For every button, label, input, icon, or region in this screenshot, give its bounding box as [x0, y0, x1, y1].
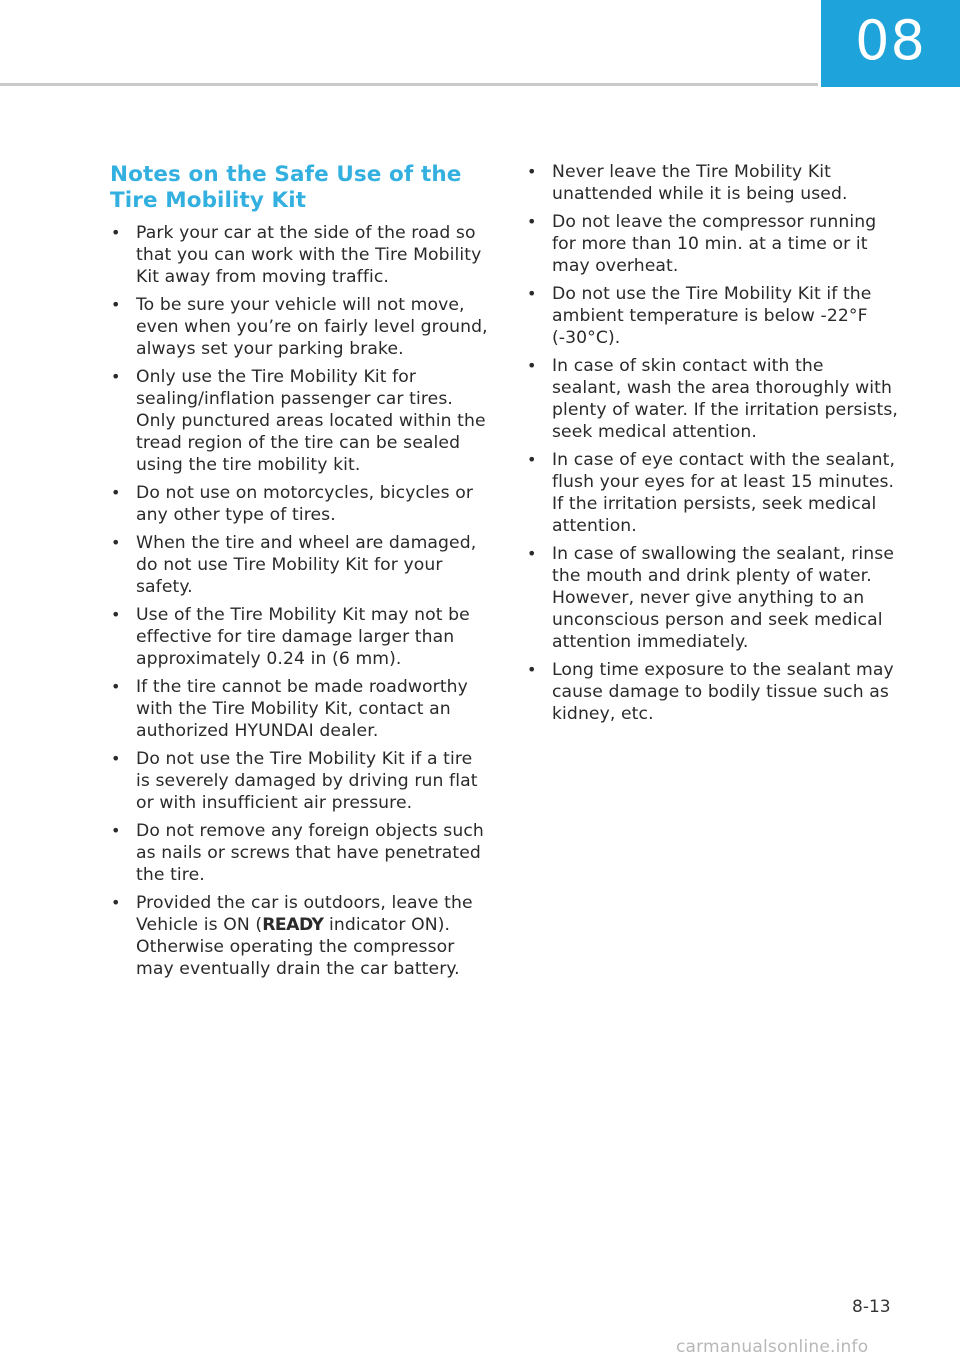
bullet-icon: • [527, 544, 537, 563]
bullet-icon: • [527, 356, 537, 375]
list-item-text: Use of the Tire Mobility Kit may not be effective for tire damage larger than approximately 0.24 in (6 mm). [136, 605, 470, 669]
list-item [110, 676, 490, 742]
list-item [526, 161, 898, 205]
section-title: Notes on the Safe Use of the Tire Mobility Kit [110, 162, 462, 213]
list-item-text: Do not remove any foreign objects such as nails or screws that have penetrated the tire. [136, 821, 484, 885]
list-item-text: Do not leave the compressor running for more than 10 min. at a time or it may overheat. [552, 212, 877, 276]
list-item-text: If the tire cannot be made roadworthy with the Tire Mobility Kit, contact an authorized HYUNDAI dealer. [136, 677, 468, 741]
list-item [526, 355, 898, 443]
bullet-icon: • [527, 450, 537, 469]
left-bullet-list [110, 222, 490, 980]
list-item-text-before: Provided the car is outdoors, leave the Vehicle is ON ( [136, 893, 473, 935]
list-item [110, 222, 490, 288]
bullet-icon: • [527, 660, 537, 679]
bullet-icon: • [111, 893, 121, 912]
list-item-text-after: indicator ON). Otherwise operating the compressor may eventually drain the car battery. [136, 915, 460, 979]
list-item-text: Never leave the Tire Mobility Kit unattended while it is being used. [552, 162, 848, 204]
list-item-text: Do not use the Tire Mobility Kit if the ambient temperature is below -22°F (-30°C). [552, 284, 872, 348]
list-item-text: Do not use the Tire Mobility Kit if a tire is severely damaged by driving run flat or with insufficient air pressure. [136, 749, 478, 813]
list-item-text: In case of skin contact with the sealant, wash the area thoroughly with plenty of water. If the irritation persists, seek medical attention. [552, 356, 898, 442]
header-rule [0, 83, 818, 86]
list-item-text: In case of swallowing the sealant, rinse the mouth and drink plenty of water. However, never give anything to an unconscious person and seek medical attention immediately. [552, 544, 895, 652]
chapter-tab [821, 0, 960, 87]
list-item [110, 482, 490, 526]
ready-indicator-icon: READY [262, 915, 324, 935]
bullet-icon: • [111, 223, 121, 242]
list-item [110, 748, 490, 814]
chapter-number: 08 [855, 9, 926, 72]
left-column [110, 162, 490, 986]
list-item-text: Only use the Tire Mobility Kit for sealing/inflation passenger car tires. Only punctured areas located within the tread region of the tire can be sealed using the tire mobility kit. [136, 367, 486, 475]
list-item-text: To be sure your vehicle will not move, even when you’re on fairly level ground, always set your parking brake. [136, 295, 488, 359]
bullet-icon: • [111, 533, 121, 552]
list-item [526, 211, 898, 277]
list-item [110, 820, 490, 886]
bullet-icon: • [111, 483, 121, 502]
list-item [526, 283, 898, 349]
watermark-link[interactable]: carmanualsonline.info [676, 1337, 869, 1357]
list-item [110, 604, 490, 670]
list-item [110, 532, 490, 598]
bullet-icon: • [111, 749, 121, 768]
bullet-icon: • [111, 295, 121, 314]
list-item [526, 543, 898, 653]
list-item-text: Long time exposure to the sealant may cause damage to bodily tissue such as kidney, etc. [552, 660, 894, 724]
bullet-icon: • [111, 677, 121, 696]
page-number: 8-13 [852, 1297, 891, 1317]
list-item-text: Park your car at the side of the road so that you can work with the Tire Mobility Kit away from moving traffic. [136, 223, 482, 287]
bullet-icon: • [527, 284, 537, 303]
bullet-icon: • [111, 367, 121, 386]
list-item-text: In case of eye contact with the sealant, flush your eyes for at least 15 minutes. If the irritation persists, seek medical attention. [552, 450, 896, 536]
list-item [526, 659, 898, 725]
bullet-icon: • [527, 212, 537, 231]
list-item [110, 294, 490, 360]
right-bullet-list [526, 161, 898, 725]
bullet-icon: • [527, 162, 537, 181]
bullet-icon: • [111, 605, 121, 624]
list-item-text: When the tire and wheel are damaged, do not use Tire Mobility Kit for your safety. [136, 533, 477, 597]
list-item [526, 449, 898, 537]
list-item [110, 892, 490, 980]
list-item [110, 366, 490, 476]
list-item-text: Do not use on motorcycles, bicycles or any other type of tires. [136, 483, 473, 525]
bullet-icon: • [111, 821, 121, 840]
right-column [526, 161, 898, 731]
